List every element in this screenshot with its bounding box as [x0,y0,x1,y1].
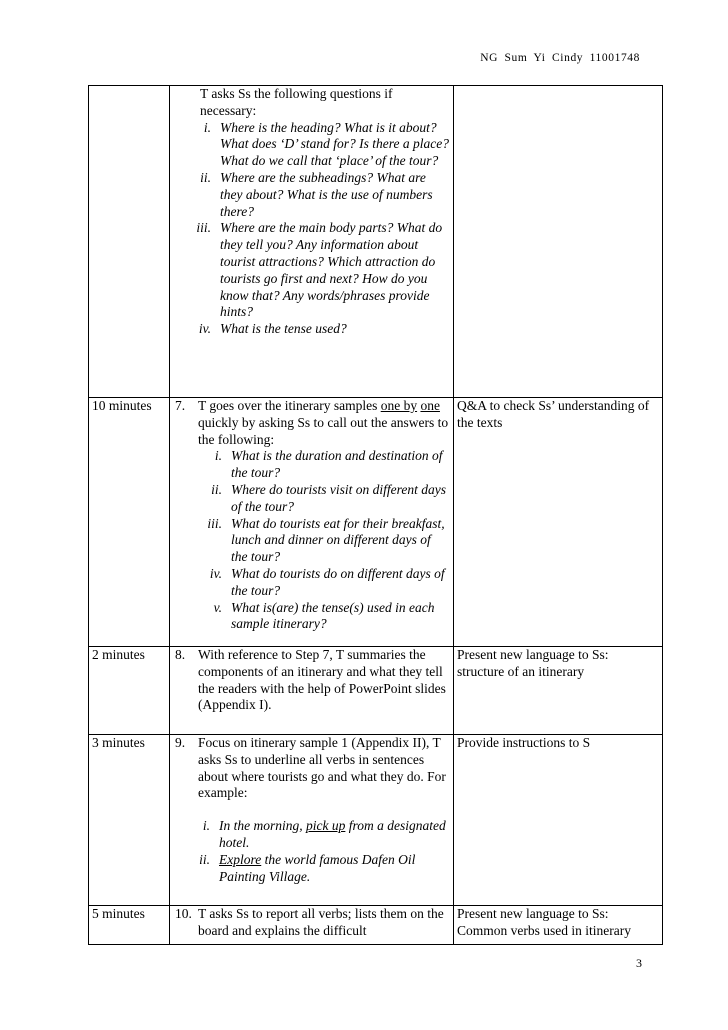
procedure-cell [170,735,454,906]
procedure-step: 7. T goes over the itinerary samples one by one quickly by asking Ss to call out the answers to the following: [175,398,449,447]
purpose-cell: Provide instructions to S [454,735,663,906]
table-row [89,647,663,735]
list-item: i. In the morning, pick up from a designated hotel. [202,818,446,850]
purpose-cell: Q&A to check Ss’ understanding of the texts [454,398,663,647]
time-cell [89,86,170,398]
question-list [173,120,450,338]
procedure-cell [170,398,454,647]
table-row [89,906,663,945]
table-row [89,86,663,398]
list-item: iv. What is the tense used? [198,321,347,337]
procedure-step: 9. Focus on itinerary sample 1 (Appendix II), T asks Ss to underline all verbs in sentences about where tourists go and what they do. For example: [175,735,446,801]
list-item: i. Where is the heading? What is it about? What does ‘D’ stand for? Is there a place? What do we call that ‘place’ of the tour? [203,119,449,169]
procedure-cell [170,647,454,735]
time-cell: 10 minutes [89,398,170,647]
time-cell: 2 minutes [89,647,170,735]
list-item: iv. What do tourists do on different days of the tour? [209,565,445,598]
list-item: i. What is the duration and destination of the tour? [214,448,443,481]
time-cell: 3 minutes [89,735,170,906]
purpose-cell [454,86,663,398]
question-list [173,448,450,633]
purpose-cell: Present new language to Ss: Common verbs used in itinerary [454,906,663,945]
purpose-cell: Present new language to Ss: structure of an itinerary [454,647,663,735]
lesson-plan-table [88,85,663,945]
time-cell: 5 minutes [89,906,170,945]
document-header: NG Sum Yi Cindy 11001748 [480,52,640,64]
table-row [89,398,663,647]
page-number: 3 [636,956,642,970]
example-list [173,818,450,885]
list-item: ii. Where are the subheadings? What are they about? What is the use of numbers there? [200,169,433,219]
list-item: iii. Where are the main body parts? What do they tell you? Any information about tourist attractions? Which attraction do tourists go first and next? How do you know that? Any words/phrases provide hints? [196,220,443,320]
list-item: ii. Explore the world famous Dafen Oil Painting Village. [199,851,416,884]
procedure-cell [170,906,454,945]
procedure-cell [170,86,454,398]
list-item: ii. Where do tourists visit on different days of the tour? [211,481,446,514]
procedure-step: 10. T asks Ss to report all verbs; lists them on the board and explains the difficult [175,906,444,938]
list-item: iii. What do tourists eat for their breakfast, lunch and dinner on different days of the tour? [207,515,445,565]
procedure-step: 8. With reference to Step 7, T summaries the components of an itinerary and what they tell the readers with the help of PowerPoint slides (Appendix I). [175,647,446,713]
list-item: v. What is(are) the tense(s) used in each sample itinerary? [213,599,435,632]
table-row [89,735,663,906]
procedure-intro: T asks Ss the following questions if necessary: [200,86,393,118]
